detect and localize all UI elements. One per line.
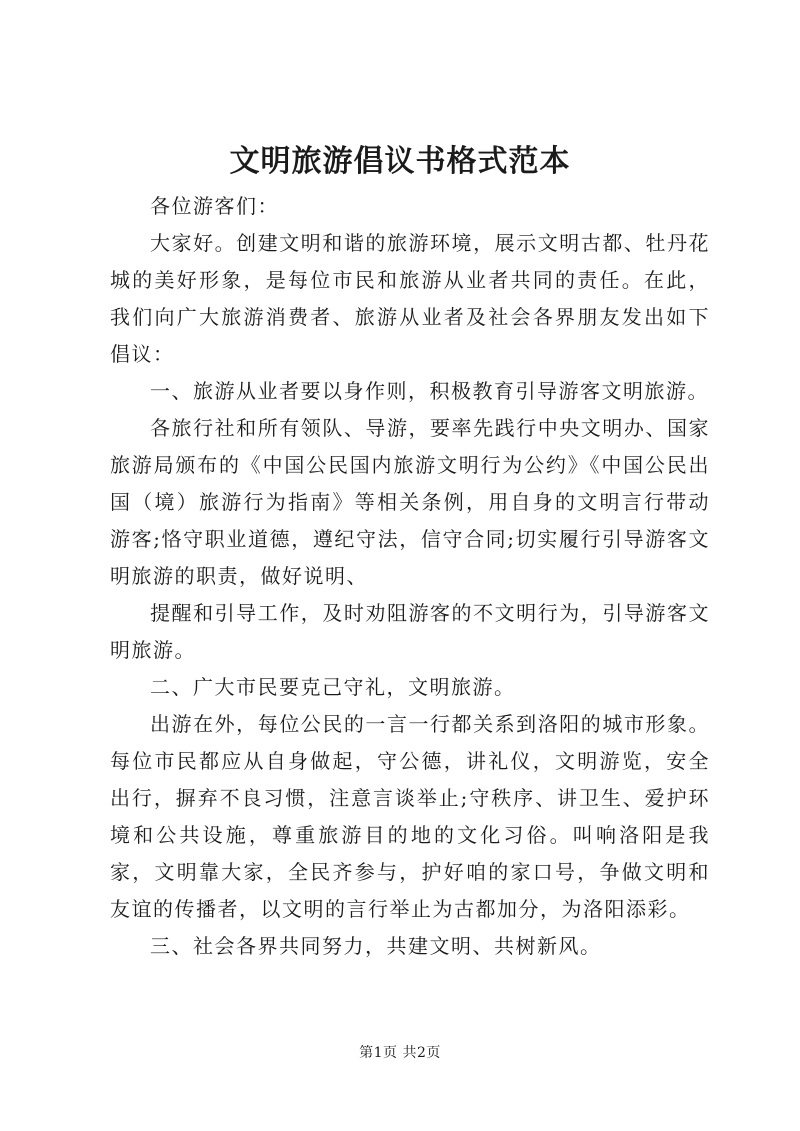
section-heading-3: 三、社会各界共同努力，共建文明、共树新风。: [150, 934, 602, 958]
section-heading-1: 一、旅游从业者要以身作则，积极教育引导游客文明旅游。: [150, 379, 709, 403]
body-paragraph: 出游在外，每位公民的一言一行都关系到洛阳的城市形象。每位市民都应从自身做起，守公德，讲礼仪，文明游览，安全出行，摒弃不良习惯，注意言谈举止;守秩序、讲卫生、爱护环境和公共设施，尊重旅游目的地的文化习俗。叫响洛阳是我家，文明靠大家，全民齐参与，护好咱的家口号，争做文明和友谊的传播者，以文明的言行举止为古都加分，为洛阳添彩。: [110, 712, 710, 921]
section-heading-2: 二、广大市民要克己守礼，文明旅游。: [150, 675, 516, 699]
body-paragraph: 提醒和引导工作，及时劝阻游客的不文明行为，引导游客文明旅游。: [110, 601, 710, 662]
intro-paragraph: 大家好。创建文明和谐的旅游环境，展示文明古都、牡丹花城的美好形象，是每位市民和旅游从业者共同的责任。在此，我们向广大旅游消费者、旅游从业者及社会各界朋友发出如下倡议：: [110, 231, 710, 366]
salutation-paragraph: 各位游客们：: [150, 194, 279, 218]
page-footer: 第1页 共2页: [359, 1045, 441, 1061]
document-body: [110, 188, 710, 965]
document-title: 文明旅游倡议书格式范本: [229, 144, 571, 179]
body-paragraph: 各旅行社和所有领队、导游，要率先践行中央文明办、国家旅游局颁布的《中国公民国内旅游文明行为公约》《中国公民出国（境）旅游行为指南》等相关条例，用自身的文明言行带动游客;恪守职业道德，遵纪守法，信守合同;切实履行引导游客文明旅游的职责，做好说明、: [110, 416, 710, 588]
